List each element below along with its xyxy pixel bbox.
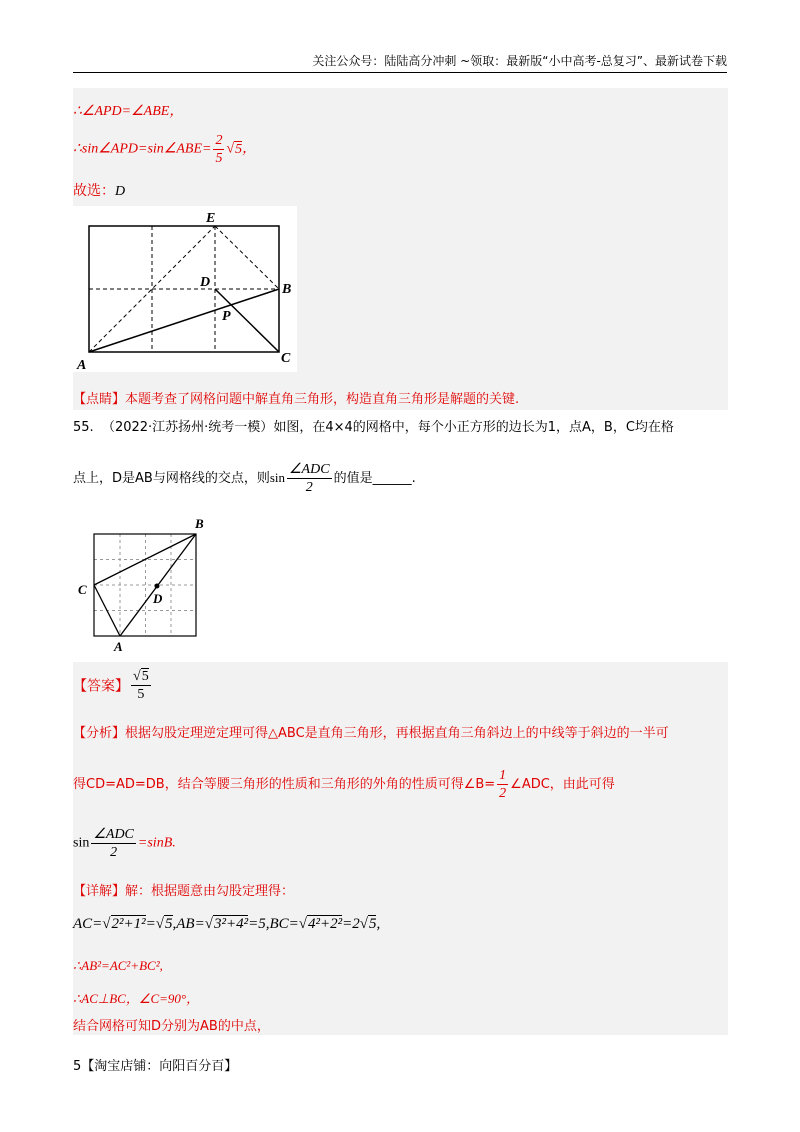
page-footer: 5【淘宝店铺：向阳百分百】 bbox=[73, 1059, 238, 1074]
answer-blank: ______ bbox=[372, 471, 412, 486]
prev-line-2: ∴sin∠APD=sin∠ABE= $\frac{2}{5}$ √5， bbox=[73, 133, 257, 166]
detail-lengths: AC=√2²+1²=√5,AB=√3²+4²=5,BC=√4²+2²=2√5, bbox=[73, 916, 381, 932]
detail-line-4: ∴AC⊥BC，∠C=90°， bbox=[73, 991, 200, 1006]
detail-line-5: 结合网格可知D分别为AB的中点， bbox=[73, 1019, 270, 1034]
page-header bbox=[73, 52, 727, 73]
comment-line: 【点睛】本题考查了网格问题中解直角三角形，构造直角三角形是解题的关键. bbox=[73, 392, 520, 407]
question-55-line-2: 点上，D是AB与网格线的交点，则sin $\frac{\text{∠ADC}}{2}$ 的值是______. bbox=[73, 462, 416, 495]
detail-line-3: ∴AB²=AC²+BC², bbox=[73, 958, 163, 973]
label-B-2: B bbox=[195, 516, 204, 531]
label-E: E bbox=[206, 211, 216, 226]
label-D-2: D bbox=[153, 591, 163, 606]
label-A-2: A bbox=[114, 639, 123, 654]
analysis-line-3: sin $\frac{\text{∠ADC}}{2}$ =sinB. bbox=[73, 827, 176, 860]
label-C-2: C bbox=[78, 582, 87, 597]
answer-line: 【答案】 $\frac{√5}{5}$ bbox=[73, 669, 149, 702]
header-text: 关注公众号：陆陆高分冲刺 ~领取：最新版“小中高考-总复习”、最新试卷下载 bbox=[312, 54, 727, 68]
label-B: B bbox=[282, 282, 292, 297]
question-55-line-1: 55. （2022·江苏扬州·统考一模）如图，在4×4的网格中，每个小正方形的边长为1，点A，B，C均在格 bbox=[73, 420, 674, 435]
label-D: D bbox=[200, 275, 211, 290]
figure-4x4-grid bbox=[73, 514, 213, 656]
choice-line: 故选：D bbox=[73, 183, 126, 199]
figure-grid-rectangle bbox=[73, 206, 297, 372]
prev-line-1: ∴∠APD=∠ABE， bbox=[73, 104, 184, 119]
analysis-line-2: 得CD=AD=DB，结合等腰三角形的性质和三角形的外角的性质可得∠B= $\frac{1}{2}$ ∠ADC，由此可得 bbox=[73, 768, 615, 801]
detail-intro: 【详解】解：根据题意由勾股定理得： bbox=[73, 884, 295, 899]
label-C: C bbox=[281, 351, 291, 366]
label-P: P bbox=[222, 309, 231, 324]
analysis-line-1: 【分析】根据勾股定理逆定理可得△ABC是直角三角形，再根据直角三角斜边上的中线等于斜边的一半可 bbox=[73, 726, 669, 741]
label-A: A bbox=[77, 358, 87, 372]
